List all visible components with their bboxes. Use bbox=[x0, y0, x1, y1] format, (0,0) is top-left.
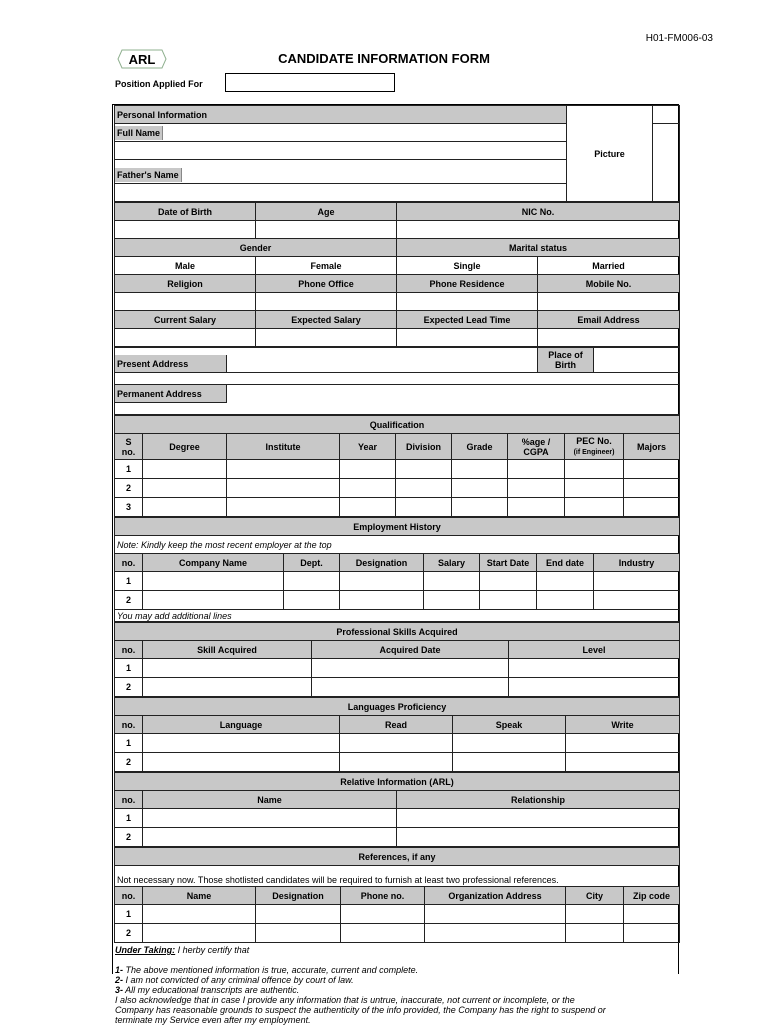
lead-time-field[interactable] bbox=[397, 329, 538, 347]
emp-col-salary: Salary bbox=[424, 554, 480, 572]
full-name-label: Full Name bbox=[115, 126, 163, 140]
qual-col-pec: PEC No. (if Engineer) bbox=[565, 434, 624, 460]
fathers-name-field[interactable] bbox=[115, 184, 567, 202]
table-row: 1 bbox=[115, 809, 680, 828]
undertaking-line-3: All my educational transcripts are authentic. bbox=[123, 985, 300, 995]
page-title: CANDIDATE INFORMATION FORM bbox=[278, 51, 490, 66]
table-row: 1 bbox=[115, 659, 680, 678]
position-input[interactable] bbox=[225, 73, 395, 92]
table-row: 2 bbox=[115, 753, 680, 772]
lang-col-write: Write bbox=[566, 716, 680, 734]
phone-office-label: Phone Office bbox=[256, 275, 397, 293]
marital-label: Marital status bbox=[397, 239, 680, 257]
languages-header: Languages Proficiency bbox=[115, 698, 680, 716]
place-of-birth-field[interactable] bbox=[594, 348, 680, 373]
single-option[interactable]: Single bbox=[397, 257, 538, 275]
undertaking-line-6: terminate my Service even after my employment. bbox=[115, 1015, 311, 1025]
emp-col-designation: Designation bbox=[340, 554, 424, 572]
table-row: 2 bbox=[115, 678, 680, 697]
table-row: 2 bbox=[115, 479, 680, 498]
table-row: 2 bbox=[115, 591, 680, 610]
phone-office-field[interactable] bbox=[256, 293, 397, 311]
employment-header: Employment History bbox=[115, 518, 680, 536]
email-field[interactable] bbox=[538, 329, 680, 347]
qual-col-division: Division bbox=[396, 434, 452, 460]
lang-col-no: no. bbox=[115, 716, 143, 734]
references-note: Not necessary now. Those shotlisted candidates will be required to furnish at least two professional references. bbox=[115, 874, 680, 887]
ref-col-phone: Phone no. bbox=[341, 887, 425, 905]
present-address-line2[interactable] bbox=[115, 373, 680, 385]
ref-col-designation: Designation bbox=[256, 887, 341, 905]
undertaking-line-2: I am not convicted of any criminal offence by court of law. bbox=[123, 975, 354, 985]
address-table bbox=[114, 347, 680, 415]
ref-col-address: Organization Address bbox=[425, 887, 566, 905]
ref-col-city: City bbox=[566, 887, 624, 905]
qual-col-institute: Institute bbox=[227, 434, 340, 460]
personal-top-table bbox=[114, 105, 680, 202]
table-row: 1 bbox=[115, 734, 680, 753]
table-row: 1 bbox=[115, 905, 680, 924]
employment-table bbox=[114, 517, 680, 622]
gender-label: Gender bbox=[115, 239, 397, 257]
picture-side bbox=[653, 106, 680, 124]
personal-details-table bbox=[114, 202, 680, 347]
skill-col-level: Level bbox=[509, 641, 680, 659]
email-label: Email Address bbox=[538, 311, 680, 329]
picture-box[interactable] bbox=[567, 106, 653, 202]
present-address-field[interactable] bbox=[227, 355, 538, 373]
picture-side-cell bbox=[653, 124, 680, 202]
undertaking-line-4: I also acknowledge that in case I provide any information that is untrue, inaccurate, not current or incomplete, or the bbox=[115, 995, 575, 1005]
rel-col-no: no. bbox=[115, 791, 143, 809]
undertaking-section: Under Taking: I herby certify that 1- The above mentioned information is true, accurate, current and complete. 2- I am not convicted of any criminal offence by court of law. 3- All my educational transcripts are authentic. I also acknowledge that in case I provide any information that is untrue, inaccurate, not current or incomplete, or the Company has reasonable grounds to suspect the authenticity of the info provided, the Company has the right to suspend or terminate my Service even after my employment. bbox=[113, 943, 678, 1027]
fathers-name-label: Father's Name bbox=[115, 168, 182, 182]
undertaking-line-1: The above mentioned information is true, accurate, current and complete. bbox=[123, 965, 419, 975]
skills-header: Professional Skills Acquired bbox=[115, 623, 680, 641]
ref-col-name: Name bbox=[143, 887, 256, 905]
dob-label: Date of Birth bbox=[115, 203, 256, 221]
phone-residence-field[interactable] bbox=[397, 293, 538, 311]
lead-time-label: Expected Lead Time bbox=[397, 311, 538, 329]
religion-field[interactable] bbox=[115, 293, 256, 311]
emp-col-company: Company Name bbox=[143, 554, 284, 572]
lang-col-read: Read bbox=[340, 716, 453, 734]
skill-col-skill: Skill Acquired bbox=[143, 641, 312, 659]
permanent-address-label: Permanent Address bbox=[115, 385, 227, 403]
employment-footnote: You may add additional lines bbox=[115, 610, 680, 622]
ref-col-zip: Zip code bbox=[624, 887, 680, 905]
table-row: 1 bbox=[115, 572, 680, 591]
emp-col-no: no. bbox=[115, 554, 143, 572]
mobile-label: Mobile No. bbox=[538, 275, 680, 293]
qualification-header: Qualification bbox=[115, 416, 680, 434]
references-table bbox=[114, 847, 680, 943]
skills-table bbox=[114, 622, 680, 697]
personal-header: Personal Information bbox=[115, 106, 567, 124]
table-row: 1 bbox=[115, 460, 680, 479]
position-label: Position Applied For bbox=[115, 79, 203, 89]
age-label: Age bbox=[256, 203, 397, 221]
languages-table bbox=[114, 697, 680, 772]
male-option[interactable]: Male bbox=[115, 257, 256, 275]
qual-col-cgpa: %age / CGPA bbox=[508, 434, 565, 460]
qual-col-year: Year bbox=[340, 434, 396, 460]
married-option[interactable]: Married bbox=[538, 257, 680, 275]
picture-label: Picture bbox=[594, 148, 625, 159]
table-row: 2 bbox=[115, 828, 680, 847]
logo-text: ARL bbox=[128, 52, 156, 67]
expected-salary-field[interactable] bbox=[256, 329, 397, 347]
undertaking-line-5: Company has reasonable grounds to suspect the authenticity of the info provided, the Company has the right to suspend or bbox=[115, 1005, 606, 1015]
qual-col-grade: Grade bbox=[452, 434, 508, 460]
age-field[interactable] bbox=[256, 221, 397, 239]
employment-note: Note: Kindly keep the most recent employer at the top bbox=[115, 536, 680, 554]
table-row: 3 bbox=[115, 498, 680, 517]
references-header: References, if any bbox=[115, 848, 680, 866]
permanent-address-field[interactable] bbox=[227, 385, 680, 403]
emp-col-dept: Dept. bbox=[284, 554, 340, 572]
lang-col-language: Language bbox=[143, 716, 340, 734]
religion-label: Religion bbox=[115, 275, 256, 293]
present-address-label: Present Address bbox=[115, 355, 227, 373]
qual-col-degree: Degree bbox=[143, 434, 227, 460]
relatives-table bbox=[114, 772, 680, 847]
qualification-table bbox=[114, 415, 680, 517]
document-code: H01-FM006-03 bbox=[645, 33, 713, 44]
skill-col-no: no. bbox=[115, 641, 143, 659]
undertaking-intro: I herby certify that bbox=[175, 945, 250, 955]
candidate-form bbox=[112, 104, 679, 1025]
full-name-field[interactable] bbox=[115, 142, 567, 160]
expected-salary-label: Expected Salary bbox=[256, 311, 397, 329]
lang-col-speak: Speak bbox=[453, 716, 566, 734]
ref-col-no: no. bbox=[115, 887, 143, 905]
rel-col-relationship: Relationship bbox=[397, 791, 680, 809]
rel-col-name: Name bbox=[143, 791, 397, 809]
emp-col-end: End date bbox=[537, 554, 594, 572]
phone-residence-label: Phone Residence bbox=[397, 275, 538, 293]
qual-col-sno: S no. bbox=[115, 434, 143, 460]
female-option[interactable]: Female bbox=[256, 257, 397, 275]
undertaking-title: Under Taking: bbox=[115, 945, 176, 955]
skill-col-date: Acquired Date bbox=[312, 641, 509, 659]
emp-col-industry: Industry bbox=[594, 554, 680, 572]
mobile-field[interactable] bbox=[538, 293, 680, 311]
place-of-birth-label: Place of Birth bbox=[538, 348, 594, 373]
qual-col-majors: Majors bbox=[624, 434, 680, 460]
relatives-header: Relative Information (ARL) bbox=[115, 773, 680, 791]
current-salary-label: Current Salary bbox=[115, 311, 256, 329]
table-row: 2 bbox=[115, 924, 680, 943]
dob-field[interactable] bbox=[115, 221, 256, 239]
nic-field[interactable] bbox=[397, 221, 680, 239]
current-salary-field[interactable] bbox=[115, 329, 256, 347]
emp-col-start: Start Date bbox=[480, 554, 537, 572]
nic-label: NIC No. bbox=[397, 203, 680, 221]
